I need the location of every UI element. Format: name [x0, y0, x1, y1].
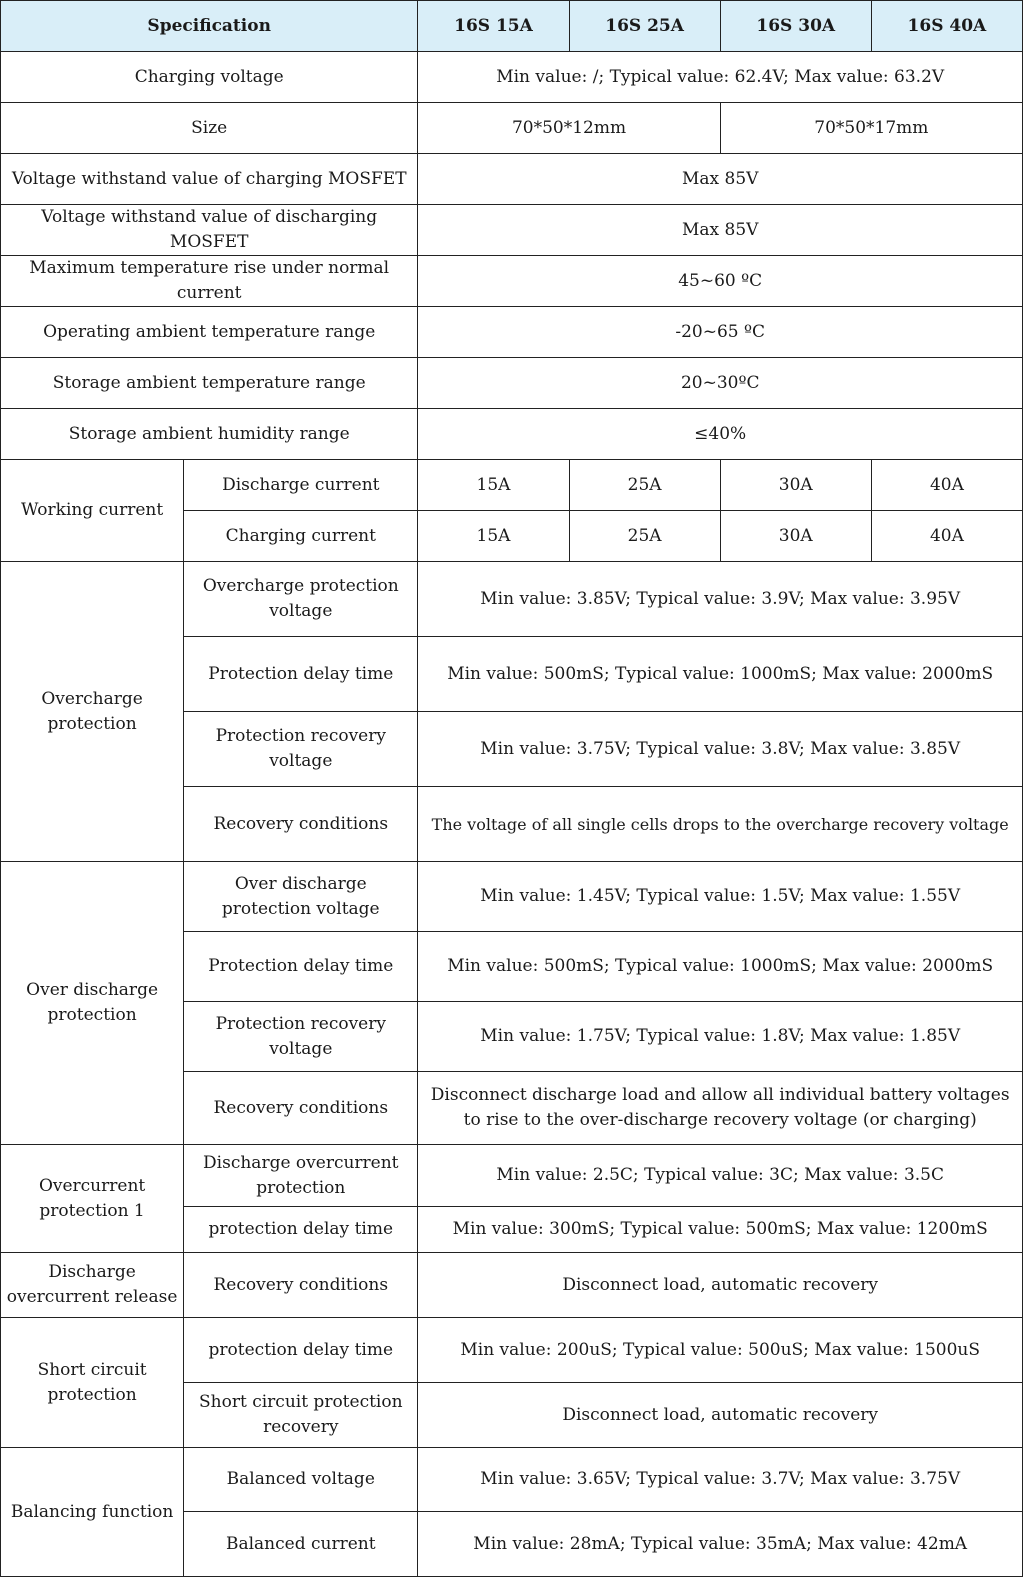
- row-value: Min value: 500mS; Typical value: 1000mS; Max value: 2000mS: [418, 637, 1023, 712]
- row-value: Min value: 500mS; Typical value: 1000mS; Max value: 2000mS: [418, 932, 1023, 1002]
- row-value: Min value: 3.85V; Typical value: 3.9V; Max value: 3.95V: [418, 562, 1023, 637]
- row-label: protection delay time: [184, 1318, 418, 1383]
- row-label: protection delay time: [184, 1207, 418, 1253]
- row-value: 20~30ºC: [418, 358, 1023, 409]
- row-value: Max 85V: [418, 205, 1023, 256]
- group-label: Short circuit protection: [1, 1318, 184, 1448]
- row-label: Voltage withstand value of charging MOSFET: [1, 154, 418, 205]
- row-value: Disconnect load, automatic recovery: [418, 1383, 1023, 1448]
- table-row: [1, 205, 1023, 256]
- row-value: The voltage of all single cells drops to the overcharge recovery voltage: [418, 787, 1023, 862]
- row-value: 70*50*12mm: [418, 103, 720, 154]
- row-value: 70*50*17mm: [720, 103, 1022, 154]
- row-label: Recovery conditions: [184, 787, 418, 862]
- row-label: Charging current: [184, 511, 418, 562]
- group-label: Over discharge protection: [1, 862, 184, 1145]
- table-row: [1, 562, 1023, 637]
- row-label: Operating ambient temperature range: [1, 307, 418, 358]
- header-model: 16S 30A: [720, 1, 871, 52]
- row-value: Disconnect discharge load and allow all individual battery voltages to rise to the over-discharge recovery voltage (or charging): [418, 1072, 1023, 1145]
- group-label: Overcurrent protection 1: [1, 1145, 184, 1253]
- row-value: 40A: [871, 511, 1022, 562]
- row-label: Balanced voltage: [184, 1448, 418, 1512]
- row-label: Storage ambient temperature range: [1, 358, 418, 409]
- table-row: [1, 409, 1023, 460]
- table-row: [1, 307, 1023, 358]
- row-value: 15A: [418, 460, 569, 511]
- row-label: Discharge current: [184, 460, 418, 511]
- table-row: [1, 52, 1023, 103]
- row-value: Max 85V: [418, 154, 1023, 205]
- row-value: 25A: [569, 511, 720, 562]
- group-label: Working current: [1, 460, 184, 562]
- row-value: 30A: [720, 460, 871, 511]
- table-row: [1, 256, 1023, 307]
- row-value: Min value: 1.75V; Typical value: 1.8V; Max value: 1.85V: [418, 1002, 1023, 1072]
- row-value: Min value: 1.45V; Typical value: 1.5V; Max value: 1.55V: [418, 862, 1023, 932]
- header-specification: Specification: [1, 1, 418, 52]
- header-model: 16S 40A: [871, 1, 1022, 52]
- row-value: 40A: [871, 460, 1022, 511]
- row-value: Min value: 200uS; Typical value: 500uS; Max value: 1500uS: [418, 1318, 1023, 1383]
- row-label: Protection recovery voltage: [184, 1002, 418, 1072]
- row-value: 30A: [720, 511, 871, 562]
- table-row: [1, 103, 1023, 154]
- table-row: [1, 1318, 1023, 1383]
- row-label: Recovery conditions: [184, 1253, 418, 1318]
- table-row: [1, 154, 1023, 205]
- table-row: [1, 1253, 1023, 1318]
- row-label: Short circuit protection recovery: [184, 1383, 418, 1448]
- header-model: 16S 15A: [418, 1, 569, 52]
- header-model: 16S 25A: [569, 1, 720, 52]
- row-value: Disconnect load, automatic recovery: [418, 1253, 1023, 1318]
- row-label: Voltage withstand value of discharging MOSFET: [1, 205, 418, 256]
- row-label: Protection delay time: [184, 637, 418, 712]
- table-row: [1, 358, 1023, 409]
- row-label: Protection delay time: [184, 932, 418, 1002]
- row-label: Storage ambient humidity range: [1, 409, 418, 460]
- group-label: Overcharge protection: [1, 562, 184, 862]
- row-value: Min value: 3.75V; Typical value: 3.8V; Max value: 3.85V: [418, 712, 1023, 787]
- row-value: -20~65 ºC: [418, 307, 1023, 358]
- row-value: Min value: 2.5C; Typical value: 3C; Max value: 3.5C: [418, 1145, 1023, 1207]
- row-value: Min value: /; Typical value: 62.4V; Max value: 63.2V: [418, 52, 1023, 103]
- table-row: [1, 1448, 1023, 1512]
- group-label: Discharge overcurrent release: [1, 1253, 184, 1318]
- row-value: Min value: 3.65V; Typical value: 3.7V; Max value: 3.75V: [418, 1448, 1023, 1512]
- row-label: Overcharge protection voltage: [184, 562, 418, 637]
- table-row: [1, 1145, 1023, 1207]
- row-value: 25A: [569, 460, 720, 511]
- row-value: ≤40%: [418, 409, 1023, 460]
- row-value: 45~60 ºC: [418, 256, 1023, 307]
- row-label: Balanced current: [184, 1512, 418, 1577]
- row-value: Min value: 300mS; Typical value: 500mS; Max value: 1200mS: [418, 1207, 1023, 1253]
- table-row: [1, 862, 1023, 932]
- header-row: [1, 1, 1023, 52]
- row-label: Discharge overcurrent protection: [184, 1145, 418, 1207]
- row-label: Over discharge protection voltage: [184, 862, 418, 932]
- row-value: Min value: 28mA; Typical value: 35mA; Max value: 42mA: [418, 1512, 1023, 1577]
- group-label: Balancing function: [1, 1448, 184, 1577]
- row-label: Size: [1, 103, 418, 154]
- row-label: Charging voltage: [1, 52, 418, 103]
- row-label: Maximum temperature rise under normal current: [1, 256, 418, 307]
- table-row: [1, 460, 1023, 511]
- row-label: Recovery conditions: [184, 1072, 418, 1145]
- row-label: Protection recovery voltage: [184, 712, 418, 787]
- row-value: 15A: [418, 511, 569, 562]
